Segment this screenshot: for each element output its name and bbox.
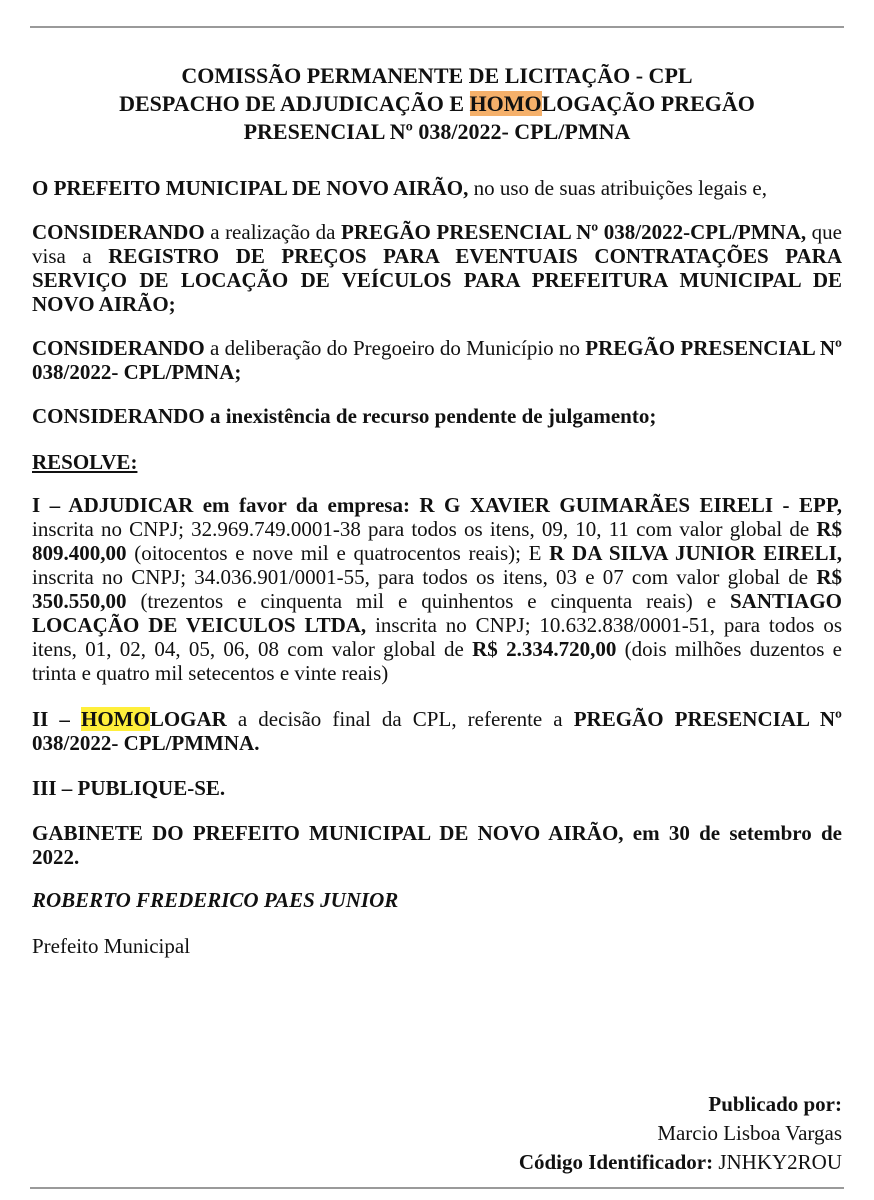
identifier-label: Código Identificador:: [518, 1150, 714, 1174]
signature-role: Prefeito Municipal: [32, 934, 191, 958]
publisher-name: Marcio Lisboa Vargas: [657, 1121, 842, 1145]
item-bold: R$ 809.400,00: [32, 517, 842, 565]
header-line-3: PRESENCIAL Nº 038/2022- CPL/PMNA: [243, 119, 631, 144]
considerando-paragraph-3: [32, 404, 842, 428]
item-text: (oitocentos e nove mil e quatrocentos reais); E: [126, 541, 550, 565]
item-bold: SANTIAGO LOCAÇÃO DE VEICULOS LTDA,: [32, 589, 842, 637]
considerando-bold: PREGÃO PRESENCIAL Nº 038/2022-CPL/PMNA,: [341, 220, 807, 244]
item-3-paragraph: III – PUBLIQUE-SE.: [32, 776, 226, 800]
item-2-paragraph: [32, 707, 842, 755]
header-line-2-start: DESPACHO DE ADJUDICAÇÃO E: [119, 91, 470, 116]
publication-block: [519, 1090, 842, 1177]
intro-bold: O PREFEITO MUNICIPAL DE NOVO AIRÃO,: [32, 176, 469, 200]
item-text: em favor da empresa:: [193, 493, 420, 517]
item-bold: R G XAVIER GUIMARÃES EIRELI - EPP,: [419, 493, 842, 517]
considerando-text: que visa a: [32, 220, 842, 268]
gabinete-paragraph: [32, 821, 842, 869]
item-bold: R$ 350.550,00: [32, 565, 842, 613]
item-lead: I – ADJUDICAR: [32, 493, 194, 517]
identifier-line: [519, 1148, 842, 1177]
document-body: [32, 62, 842, 958]
item-bold: PREGÃO PRESENCIAL Nº 038/2022- CPL/PMMNA.: [32, 707, 842, 755]
search-highlight: HOMO: [469, 91, 542, 116]
bottom-divider: [30, 1187, 844, 1189]
considerando-bold: REGISTRO DE PREÇOS PARA EVENTUAIS CONTRATAÇÕES PARA SERVIÇO DE LOCAÇÃO DE VEÍCULOS PARA PREFEITURA MUNICIPAL DE NOVO AIRÃO;: [32, 244, 842, 316]
header-line-1: COMISSÃO PERMANENTE DE LICITAÇÃO - CPL: [181, 63, 693, 88]
item-text: inscrita no CNPJ; 10.632.838/0001-51, para todos os itens, 01, 02, 04, 05, 06, 08 com valor global de: [32, 613, 843, 661]
considerando-lead: CONSIDERANDO: [32, 220, 205, 244]
considerando-paragraph-1: [32, 220, 842, 316]
considerando-paragraph-2: [32, 336, 842, 384]
considerando-text: a realização da: [204, 220, 342, 244]
considerando-lead: CONSIDERANDO: [32, 404, 205, 428]
gabinete-bold: GABINETE DO PREFEITO MUNICIPAL DE NOVO AIRÃO,: [32, 821, 624, 845]
intro-paragraph: [32, 176, 842, 200]
considerando-lead: CONSIDERANDO: [32, 336, 205, 360]
considerando-bold: a inexistência de recurso pendente de julgamento;: [204, 404, 657, 428]
gabinete-text: em 30 de setembro de 2022.: [32, 821, 842, 869]
intro-text: no uso de suas atribuições legais e,: [468, 176, 767, 200]
considerando-text: a deliberação do Pregoeiro do Município no: [204, 336, 586, 360]
top-divider: [30, 26, 844, 28]
signature-name: ROBERTO FREDERICO PAES JUNIOR: [32, 888, 399, 912]
item-text: inscrita no CNPJ; 34.036.901/0001-55, para todos os itens, 03 e 07 com valor global de: [32, 565, 817, 589]
identifier-code: JNHKY2ROU: [718, 1150, 842, 1174]
item-text: a decisão final da CPL, referente a: [226, 707, 574, 731]
header-line-2-end: LOGAÇÃO PREGÃO: [541, 91, 755, 116]
item-lead: II –: [32, 707, 81, 731]
resolve-heading: RESOLVE:: [32, 450, 138, 474]
header-line-2: [32, 90, 842, 118]
document-header: [32, 62, 842, 146]
item-text: (trezentos e cinquenta mil e quinhentos e cinquenta reais) e: [126, 589, 730, 613]
publication-label: Publicado por:: [708, 1092, 842, 1116]
item-text: (dois milhões duzentos e trinta e quatro mil setecentos e vinte reais): [32, 637, 843, 685]
item-text: inscrita no CNPJ; 32.969.749.0001-38 para todos os itens, 09, 10, 11 com valor global de: [32, 517, 817, 541]
item-lead: LOGAR: [149, 707, 227, 731]
considerando-bold: PREGÃO PRESENCIAL Nº 038/2022- CPL/PMNA;: [32, 336, 842, 384]
search-highlight: HOMO: [81, 707, 150, 731]
item-bold: R DA SILVA JUNIOR EIRELI,: [549, 541, 842, 565]
item-1-paragraph: [32, 493, 842, 685]
item-bold: R$ 2.334.720,00: [472, 637, 617, 661]
